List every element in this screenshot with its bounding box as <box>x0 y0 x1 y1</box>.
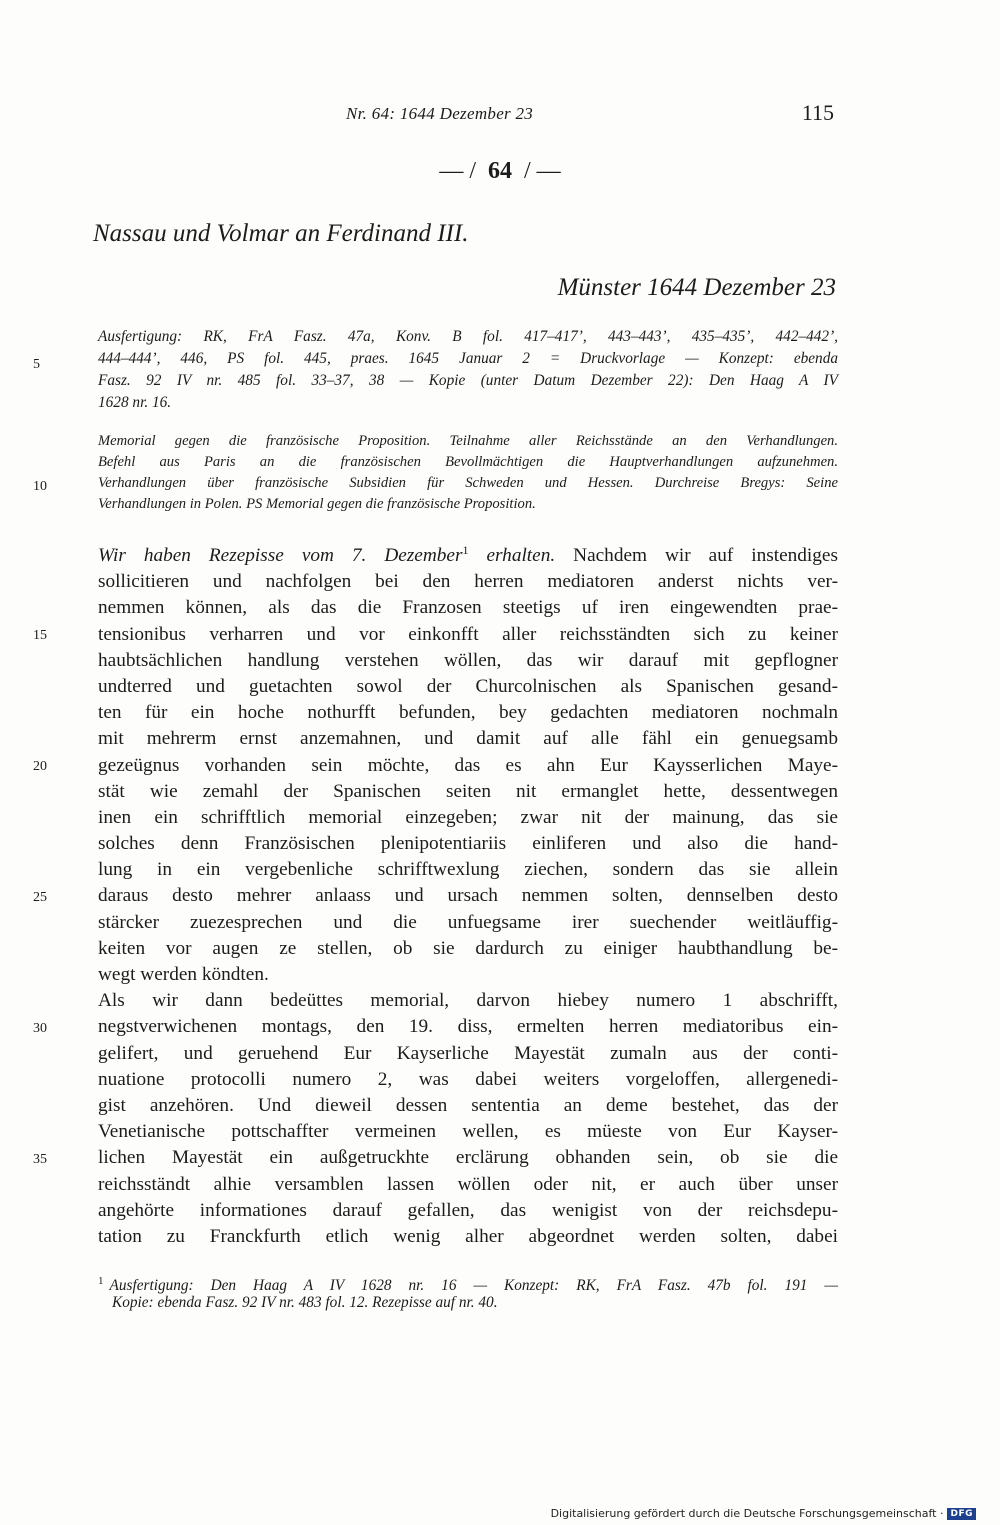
body-line: haubtsächlichen handlung verstehen wöllen, das wir darauf mit gepflogner <box>98 649 838 671</box>
slash-right: / <box>524 158 531 184</box>
main-text <box>98 543 838 1250</box>
regest-line: Verhandlungen in Polen. PS Memorial gegen die französische Proposition. <box>98 496 536 512</box>
regest-line: Verhandlungen über französische Subsidien für Schweden und Hessen. Durchreise Bregys: Seine <box>98 475 838 491</box>
credit-text: Digitalisierung gefördert durch die Deutsche Forschungsgemeinschaft · <box>550 1507 944 1520</box>
source-line: Fasz. 92 IV nr. 485 fol. 33–37, 38 — Kopie (unter Datum Dezember 22): Den Haag A IV <box>98 372 838 389</box>
body-line: inen ein schrifftlich memorial einzegeben; zwar nit der mainung, das sie <box>98 806 838 828</box>
body-line: Als wir dann bedeüttes memorial, darvon hiebey numero 1 abschrifft, <box>98 990 838 1012</box>
line-number-10: 10 <box>33 479 47 494</box>
body-line: negstverwichenen montags, den 19. diss, ermelten herren mediatoribus ein- <box>98 1016 838 1038</box>
regest-summary <box>98 431 838 515</box>
body-line: gelifert, und geruehend Eur Kayserliche Mayestät zumaln aus der conti- <box>98 1042 838 1064</box>
body-line: lichen Mayestät ein außgetruckhte erclärung obhanden sein, ob sie die <box>98 1147 838 1169</box>
line-number-20: 20 <box>33 759 47 774</box>
footnote-line-1: Ausfertigung: Den Haag A IV 1628 nr. 16 — Konzept: RK, FrA Fasz. 47b fol. 191 — <box>109 1277 838 1294</box>
document-number <box>0 158 1000 185</box>
body-line: lung in ein vergebenliche schrifftwexlung ziechen, sondern das sie allein <box>98 859 838 881</box>
line-number-15: 15 <box>33 628 47 643</box>
footnote-line <box>98 1292 838 1314</box>
body-line: reichsständt alhie versamblen lassen wöllen oder nit, er auch über unser <box>98 1173 838 1195</box>
footnote-line-2: Kopie: ebenda Fasz. 92 IV nr. 483 fol. 12. Rezepisse auf nr. 40. <box>112 1294 498 1311</box>
page-number: 115 <box>801 100 834 125</box>
line-number-25: 25 <box>33 890 47 905</box>
document-title: Nassau und Volmar an Ferdinand III. <box>93 220 469 247</box>
source-line: 444–444’, 446, PS fol. 445, praes. 1645 Januar 2 = Druckvorlage — Konzept: ebenda <box>98 350 838 367</box>
body-line: undterred und guetachten sowol der Churcolnischen als Spanischen gesand- <box>98 675 838 697</box>
footnote-reference: 1 <box>462 543 469 557</box>
body-line: sollicitieren und nachfolgen bei den herren mediatoren anderst nichts ver- <box>98 571 838 593</box>
body-line: nuatione protocolli numero 2, was dabei weiters vorgeloffen, allergenedi- <box>98 1068 838 1090</box>
dash-right: — <box>536 158 561 184</box>
running-head <box>0 100 1000 134</box>
body-line: stät wie zemahl der Spanischen seiten nit ermanglet hette, dessentwegen <box>98 780 838 802</box>
body-line: nemmen können, als das die Franzosen steetigs uf iren eingewendten prae- <box>98 597 838 619</box>
body-italic-intro-end: erhalten. <box>468 545 556 566</box>
slash-left: / <box>469 158 476 184</box>
source-line: 1628 nr. 16. <box>98 394 172 411</box>
body-line: tensionibus verharren und vor einkonfft aller reichsständten sich zu keiner <box>98 623 838 645</box>
footnote-mark: 1 <box>98 1275 104 1287</box>
source-line: Ausfertigung: RK, FrA Fasz. 47a, Konv. B fol. 417–417’, 443–443’, 435–435’, 442–442’, <box>98 328 838 345</box>
body-line: wegt werden köndten. <box>98 964 269 985</box>
document-number-value: 64 <box>488 158 512 184</box>
source-apparatus <box>98 326 838 414</box>
line-number-35: 35 <box>33 1152 47 1167</box>
body-line: Venetianische pottschaffter vermeinen wellen, es müeste von Eur Kayser- <box>98 1121 838 1143</box>
running-head-title: Nr. 64: 1644 Dezember 23 <box>346 104 534 123</box>
footnote <box>98 1270 838 1314</box>
dfg-logo: DFG <box>947 1508 976 1520</box>
regest-line: Befehl aus Paris an die französischen Bevollmächtigen die Hauptverhandlungen aufzunehmen. <box>98 454 838 470</box>
line-number-30: 30 <box>33 1021 47 1036</box>
body-line <box>98 543 838 569</box>
body-line: tation zu Franckfurth etlich wenig alher abgeordnet werden solten, dabei <box>98 1225 838 1247</box>
footnote-line <box>98 1270 838 1292</box>
body-line: solches denn Französischen plenipotentiariis einliferen und also die hand- <box>98 833 838 855</box>
body-line: daraus desto mehrer anlaass und ursach nemmen solten, dennselben desto <box>98 885 838 907</box>
line-number-5: 5 <box>33 357 40 372</box>
body-line: gezeügnus vorhanden sein möchte, das es ahn Eur Kaysserlichen Maye- <box>98 754 838 776</box>
body-line: mit mehrerm ernst anzemahnen, und damit auf alle fähl ein genuegsamb <box>98 728 838 750</box>
body-line: angehörte informationes darauf gefallen, das wenigist von der reichsdepu- <box>98 1199 838 1221</box>
body-line-rest: Nachdem wir auf instendiges <box>555 545 838 566</box>
body-line: keiten vor augen ze stellen, ob sie dardurch zu einiger haubthandlung be- <box>98 937 838 959</box>
body-line: gist anzehören. Und dieweil dessen sententia an deme bestehet, das der <box>98 1094 838 1116</box>
body-italic-intro: Wir haben Rezepisse vom 7. Dezember <box>98 545 463 566</box>
digitization-credit <box>551 1507 976 1520</box>
body-line: ten für ein hoche nothurfft befunden, bey gedachten mediatoren nochmaln <box>98 702 838 724</box>
dash-left: — <box>439 158 464 184</box>
document-dateline: Münster 1644 Dezember 23 <box>557 274 836 301</box>
regest-line: Memorial gegen die französische Proposition. Teilnahme aller Reichsstände an den Verhandlungen. <box>98 433 838 449</box>
body-line: stärcker zuezesprechen und die unfuegsame irer suechender weitläuffig- <box>98 911 838 933</box>
